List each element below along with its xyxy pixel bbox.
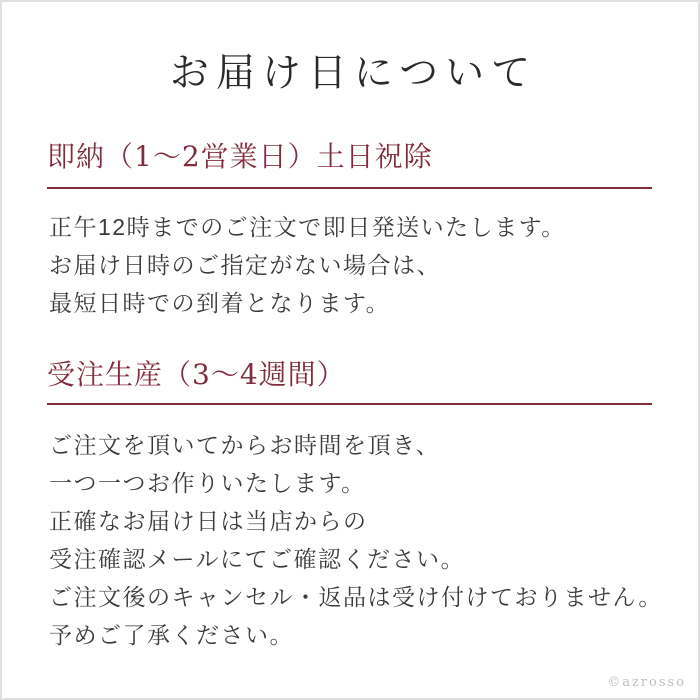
body-line: お届け日時のご指定がない場合は、	[49, 252, 441, 278]
body-line: 受注確認メールにてご確認ください。	[49, 546, 466, 572]
page-title: お届け日について	[169, 51, 538, 96]
heading-divider	[47, 403, 652, 405]
immediate-shipping-heading: 即納（1〜2営業日）土日祝除	[47, 140, 433, 173]
immediate-shipping-body	[49, 208, 669, 322]
body-line: 正午12時までのご注文で即日発送いたします。	[49, 214, 566, 240]
body-line: ご注文後のキャンセル・返品は受け付けておりません。	[49, 584, 663, 610]
body-line: 予めご了承ください。	[49, 622, 294, 648]
made-to-order-heading: 受注生産（3〜4週間）	[47, 358, 346, 391]
body-line: 正確なお届け日は当店からの	[49, 508, 368, 534]
body-line: ご注文を頂いてからお時間を頂き、	[49, 432, 441, 458]
body-line: 最短日時での到着となります。	[49, 290, 391, 316]
watermark: ©azrosso	[607, 675, 686, 690]
made-to-order-body	[49, 426, 669, 654]
heading-divider	[47, 187, 652, 189]
body-line: 一つ一つお作りいたします。	[49, 470, 366, 496]
